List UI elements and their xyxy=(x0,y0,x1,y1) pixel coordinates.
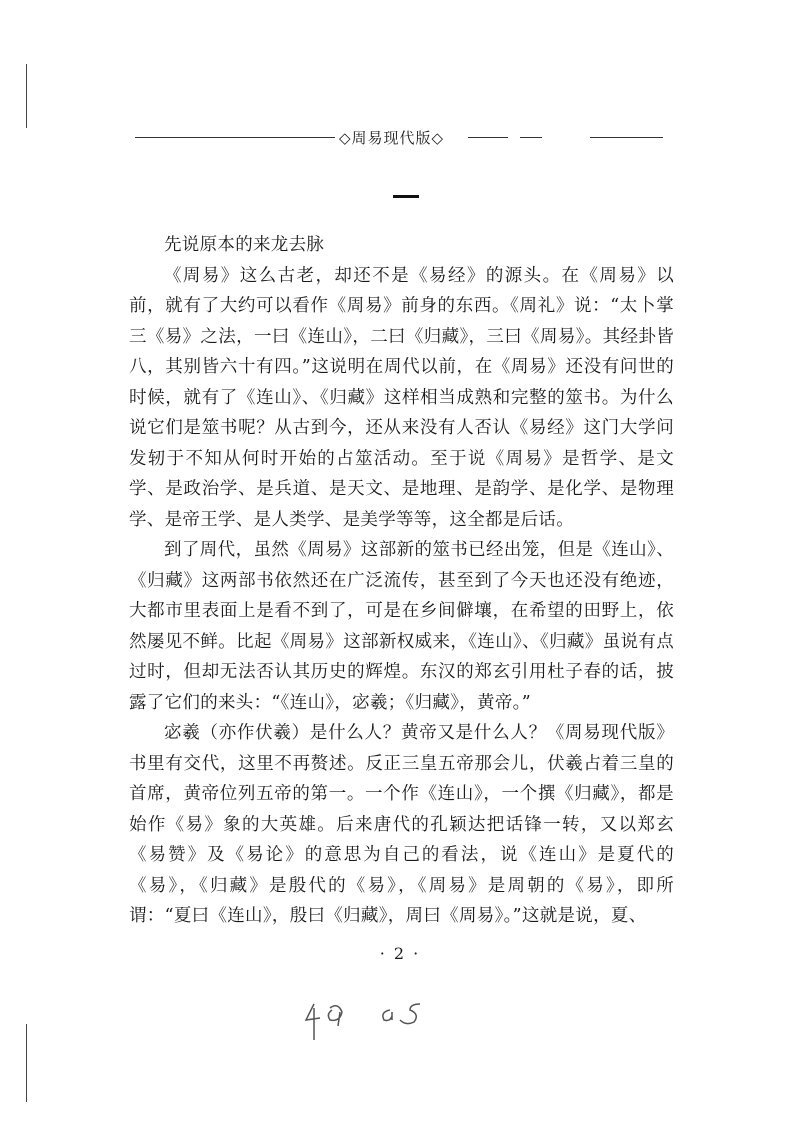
paragraph: 《周易》这么古老，却还不是《易经》的源头。在《周易》以前，就有了大约可以看作《周易》前身的东西。《周礼》说：“太卜掌三《易》之法，一曰《连山》，二曰《归藏》，三曰《周易》。其经卦皆八，其别皆六十有四。”这说明在周代以前，在《周易》还没有问世的时候，就有了《连山》、《归藏》这样相当成熟和完整的筮书。为什么说它们是筮书呢？从古到今，还从来没有人否认《易经》这门大学问发轫于不知从何时开始的占筮活动。至于说《周易》是哲学、是文学、是政治学、是兵道、是天文、是地理、是韵学、是化学、是物理学、是帝王学、是人类学、是美学等等，这全都是后话。 xyxy=(129,265,674,530)
header-rule-right xyxy=(590,137,663,138)
section-number xyxy=(393,195,419,198)
header-rule-dash xyxy=(520,137,542,138)
header-rule-dash xyxy=(468,137,508,138)
page-number: · 2 · xyxy=(379,944,421,963)
body-text xyxy=(129,230,674,932)
running-header-title: ◇周易现代版◇ xyxy=(339,129,445,147)
margin-line xyxy=(26,64,27,128)
header-rule-left xyxy=(135,137,335,138)
paragraph-lead: 先说原本的来龙去脉 xyxy=(164,235,325,255)
paragraph: 宓羲（亦作伏羲）是什么人？黄帝又是什么人？《周易现代版》书里有交代，这里不再赘述。反正三皇五帝那会儿，伏羲占着三皇的首席，黄帝位列五帝的第一。一个作《连山》，一个撰《归藏》，都是始作《易》象的大英雄。后来唐代的孔颖达把话锋一转，又以郑玄《易赞》及《易论》的意思为自己的看法，说《连山》是夏代的《易》，《归藏》是殷代的《易》，《周易》是周朝的《易》，即所谓：“夏曰《连山》，殷曰《归藏》，周曰《周易》。”这就是说，夏、 xyxy=(129,723,674,926)
paragraph: 到了周代，虽然《周易》这部新的筮书已经出笼，但是《连山》、《归藏》这两部书依然还在广泛流传，甚至到了今天也还没有绝迹，大都市里表面上是看不到了，可是在乡间僻壤，在希望的田野上，依然屡见不鲜。比起《周易》这部新权威来，《连山》、《归藏》虽说有点过时，但却无法否认其历史的辉煌。东汉的郑玄引用杜子春的话，披露了它们的来头：“《连山》，宓羲；《归藏》，黄帝。” xyxy=(129,540,674,713)
running-header xyxy=(135,127,663,147)
margin-line xyxy=(26,1024,27,1102)
handwritten-scribble xyxy=(300,990,460,1050)
